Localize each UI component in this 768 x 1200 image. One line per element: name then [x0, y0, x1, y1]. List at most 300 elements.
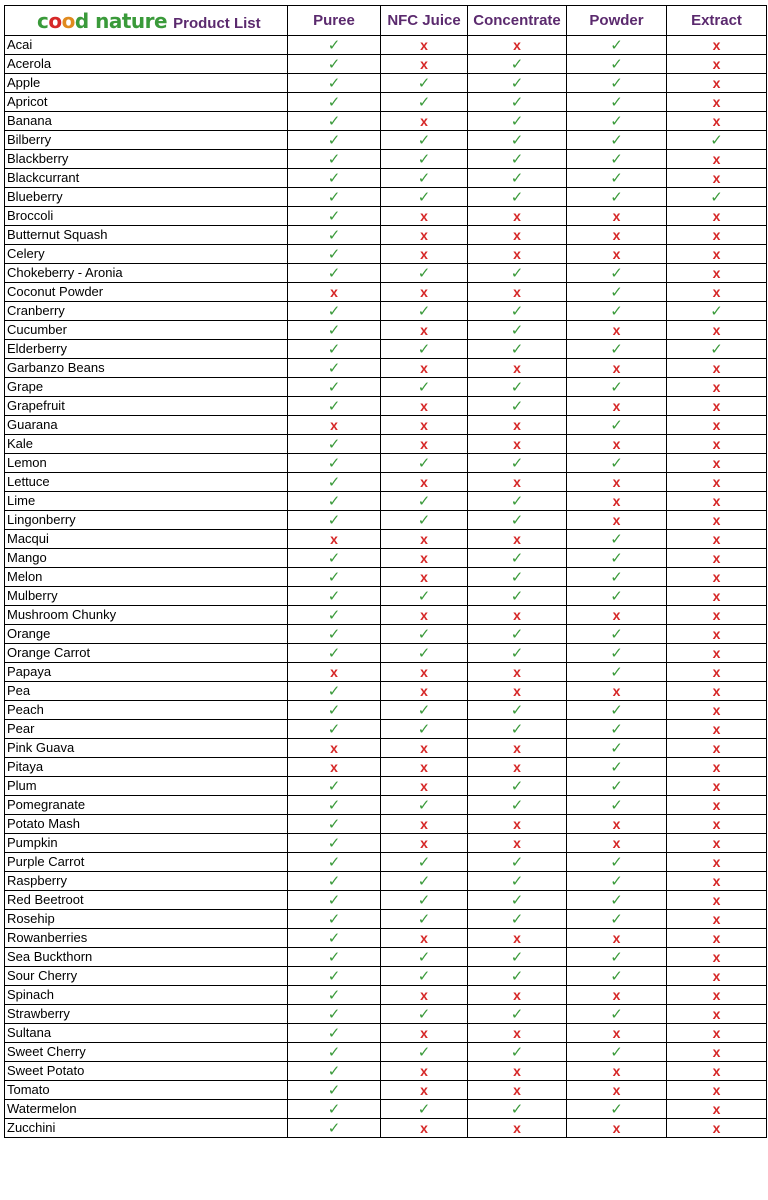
cross-icon: x — [420, 569, 428, 585]
product-list-title: Product List — [173, 14, 261, 32]
cross-icon: x — [612, 398, 621, 414]
cell-concentrate — [468, 169, 567, 188]
check-icon: ✓ — [327, 1005, 341, 1023]
cross-icon: x — [712, 1044, 721, 1060]
cell-extract — [667, 112, 767, 131]
check-icon: ✓ — [610, 758, 623, 776]
product-name: Lingonberry — [5, 511, 288, 530]
cross-icon: x — [712, 455, 721, 471]
product-name: Pink Guava — [5, 739, 288, 758]
cross-icon: x — [712, 417, 721, 433]
cell-powder — [567, 1119, 667, 1138]
table-row — [5, 93, 767, 112]
cross-icon: x — [612, 360, 621, 376]
product-name: Rowanberries — [5, 929, 288, 948]
cell-concentrate — [468, 188, 567, 207]
cell-nfc-juice — [381, 530, 468, 549]
check-icon: ✓ — [417, 1005, 431, 1023]
check-icon: ✓ — [610, 530, 623, 548]
cell-nfc-juice — [381, 1081, 468, 1100]
check-icon: ✓ — [510, 397, 524, 415]
cell-nfc-juice — [381, 112, 468, 131]
check-icon: ✓ — [510, 511, 524, 529]
cell-nfc-juice — [381, 834, 468, 853]
cell-extract — [667, 853, 767, 872]
check-icon: ✓ — [327, 625, 341, 643]
cell-nfc-juice — [381, 1119, 468, 1138]
cross-icon: x — [420, 322, 428, 338]
table-row — [5, 834, 767, 853]
check-icon: ✓ — [510, 188, 524, 206]
cell-puree — [288, 226, 381, 245]
check-icon: ✓ — [510, 1005, 524, 1023]
cross-icon: x — [712, 1063, 721, 1079]
product-name: Blackcurrant — [5, 169, 288, 188]
cell-puree — [288, 834, 381, 853]
cross-icon: x — [420, 664, 428, 680]
cross-icon: x — [420, 930, 428, 946]
cell-puree — [288, 55, 381, 74]
product-name: Papaya — [5, 663, 288, 682]
cell-puree — [288, 967, 381, 986]
cell-concentrate — [468, 321, 567, 340]
cell-concentrate — [468, 1081, 567, 1100]
cell-concentrate — [468, 1100, 567, 1119]
cell-extract — [667, 264, 767, 283]
check-icon: ✓ — [327, 720, 341, 738]
cell-puree — [288, 454, 381, 473]
table-row — [5, 302, 767, 321]
column-header-nfc-juice: NFC Juice — [381, 6, 468, 36]
cross-icon: x — [712, 208, 721, 224]
cross-icon: x — [712, 550, 721, 566]
cell-nfc-juice — [381, 93, 468, 112]
cell-puree — [288, 1062, 381, 1081]
check-icon: ✓ — [510, 720, 524, 738]
check-icon: ✓ — [327, 188, 341, 206]
check-icon: ✓ — [610, 967, 623, 985]
cell-extract — [667, 530, 767, 549]
cell-puree — [288, 131, 381, 150]
cell-puree — [288, 1043, 381, 1062]
cross-icon: x — [420, 835, 428, 851]
cross-icon: x — [513, 1120, 521, 1136]
check-icon: ✓ — [510, 549, 524, 567]
cross-icon: x — [712, 835, 721, 851]
cell-powder — [567, 739, 667, 758]
table-row — [5, 986, 767, 1005]
product-name: Pomegranate — [5, 796, 288, 815]
product-name: Mushroom Chunky — [5, 606, 288, 625]
check-icon: ✓ — [610, 739, 623, 757]
check-icon: ✓ — [417, 150, 431, 168]
check-icon: ✓ — [327, 891, 341, 909]
cross-icon: x — [712, 664, 721, 680]
cross-icon: x — [420, 683, 428, 699]
check-icon: ✓ — [510, 1043, 524, 1061]
product-name: Strawberry — [5, 1005, 288, 1024]
cell-extract — [667, 568, 767, 587]
check-icon: ✓ — [610, 1100, 623, 1118]
cross-icon: x — [420, 208, 428, 224]
cell-powder — [567, 606, 667, 625]
check-icon: ✓ — [327, 302, 341, 320]
check-icon: ✓ — [510, 625, 524, 643]
product-name: Butternut Squash — [5, 226, 288, 245]
check-icon: ✓ — [510, 112, 524, 130]
cell-powder — [567, 435, 667, 454]
check-icon: ✓ — [610, 283, 623, 301]
cross-icon: x — [612, 1120, 621, 1136]
check-icon: ✓ — [327, 606, 341, 624]
cross-icon: x — [513, 987, 521, 1003]
check-icon: ✓ — [327, 492, 341, 510]
table-row — [5, 967, 767, 986]
cross-icon: x — [712, 265, 721, 281]
check-icon: ✓ — [417, 853, 431, 871]
cross-icon: x — [712, 892, 721, 908]
check-icon: ✓ — [327, 1024, 341, 1042]
cross-icon: x — [712, 702, 721, 718]
cell-extract — [667, 1024, 767, 1043]
table-row — [5, 283, 767, 302]
cell-concentrate — [468, 131, 567, 150]
cell-extract — [667, 283, 767, 302]
product-name: Blackberry — [5, 150, 288, 169]
cell-nfc-juice — [381, 568, 468, 587]
cell-concentrate — [468, 739, 567, 758]
check-icon: ✓ — [417, 872, 431, 890]
check-icon: ✓ — [327, 948, 341, 966]
cross-icon: x — [513, 759, 521, 775]
cross-icon: x — [420, 113, 428, 129]
cross-icon: x — [712, 683, 721, 699]
check-icon: ✓ — [610, 587, 623, 605]
cell-nfc-juice — [381, 1024, 468, 1043]
check-icon: ✓ — [610, 796, 623, 814]
check-icon: ✓ — [327, 169, 341, 187]
product-name: Sour Cherry — [5, 967, 288, 986]
cell-puree — [288, 492, 381, 511]
check-icon: ✓ — [327, 245, 341, 263]
cell-powder — [567, 663, 667, 682]
cell-extract — [667, 55, 767, 74]
check-icon: ✓ — [327, 36, 341, 54]
cell-extract — [667, 815, 767, 834]
check-icon: ✓ — [710, 131, 723, 149]
product-name: Banana — [5, 112, 288, 131]
table-row — [5, 891, 767, 910]
check-icon: ✓ — [327, 796, 341, 814]
product-name: Mango — [5, 549, 288, 568]
cross-icon: x — [712, 360, 721, 376]
cell-puree — [288, 663, 381, 682]
table-row — [5, 853, 767, 872]
cell-powder — [567, 283, 667, 302]
cell-concentrate — [468, 625, 567, 644]
cell-nfc-juice — [381, 169, 468, 188]
cross-icon: x — [420, 740, 428, 756]
check-icon: ✓ — [327, 264, 341, 282]
cross-icon: x — [712, 56, 721, 72]
product-name: Raspberry — [5, 872, 288, 891]
check-icon: ✓ — [510, 796, 524, 814]
check-icon: ✓ — [327, 340, 341, 358]
cell-powder — [567, 530, 667, 549]
cell-concentrate — [468, 644, 567, 663]
cell-extract — [667, 226, 767, 245]
cell-nfc-juice — [381, 872, 468, 891]
cross-icon: x — [712, 493, 721, 509]
check-icon: ✓ — [417, 74, 431, 92]
cell-concentrate — [468, 74, 567, 93]
check-icon: ✓ — [417, 264, 431, 282]
cell-puree — [288, 929, 381, 948]
cell-powder — [567, 853, 667, 872]
check-icon: ✓ — [510, 587, 524, 605]
cross-icon: x — [712, 873, 721, 889]
table-row — [5, 36, 767, 55]
cell-extract — [667, 1062, 767, 1081]
check-icon: ✓ — [510, 948, 524, 966]
cell-extract — [667, 1005, 767, 1024]
cross-icon: x — [712, 227, 721, 243]
cell-puree — [288, 682, 381, 701]
check-icon: ✓ — [417, 1043, 431, 1061]
cross-icon: x — [612, 246, 621, 262]
cell-powder — [567, 416, 667, 435]
cell-concentrate — [468, 967, 567, 986]
product-table — [4, 5, 767, 1138]
cell-puree — [288, 986, 381, 1005]
cell-powder — [567, 397, 667, 416]
cross-icon: x — [612, 512, 621, 528]
table-row — [5, 1024, 767, 1043]
check-icon: ✓ — [610, 720, 623, 738]
check-icon: ✓ — [510, 264, 524, 282]
cell-puree — [288, 1100, 381, 1119]
product-name: Sea Buckthorn — [5, 948, 288, 967]
cell-nfc-juice — [381, 473, 468, 492]
cross-icon: x — [513, 208, 521, 224]
cell-extract — [667, 891, 767, 910]
cell-extract — [667, 245, 767, 264]
check-icon: ✓ — [610, 131, 623, 149]
cross-icon: x — [513, 284, 521, 300]
cell-puree — [288, 777, 381, 796]
check-icon: ✓ — [510, 55, 524, 73]
cross-icon: x — [612, 227, 621, 243]
cross-icon: x — [712, 151, 721, 167]
check-icon: ✓ — [417, 169, 431, 187]
cell-extract — [667, 1100, 767, 1119]
product-name: Melon — [5, 568, 288, 587]
cell-powder — [567, 1081, 667, 1100]
cell-powder — [567, 625, 667, 644]
cell-nfc-juice — [381, 967, 468, 986]
product-name: Red Beetroot — [5, 891, 288, 910]
cell-nfc-juice — [381, 511, 468, 530]
cell-puree — [288, 720, 381, 739]
cross-icon: x — [712, 379, 721, 395]
cell-concentrate — [468, 777, 567, 796]
product-name: Zucchini — [5, 1119, 288, 1138]
cross-icon: x — [420, 531, 428, 547]
cross-icon: x — [712, 645, 721, 661]
cross-icon: x — [712, 740, 721, 756]
cross-icon: x — [420, 284, 428, 300]
cell-powder — [567, 891, 667, 910]
product-name: Acerola — [5, 55, 288, 74]
check-icon: ✓ — [610, 416, 623, 434]
check-icon: ✓ — [610, 549, 623, 567]
cell-extract — [667, 492, 767, 511]
cell-concentrate — [468, 245, 567, 264]
cell-concentrate — [468, 549, 567, 568]
check-icon: ✓ — [327, 1081, 341, 1099]
cell-extract — [667, 511, 767, 530]
product-name: Grapefruit — [5, 397, 288, 416]
cell-concentrate — [468, 986, 567, 1005]
cross-icon: x — [612, 1025, 621, 1041]
check-icon: ✓ — [610, 378, 623, 396]
table-row — [5, 359, 767, 378]
cross-icon: x — [420, 436, 428, 452]
cross-icon: x — [712, 246, 721, 262]
cell-extract — [667, 150, 767, 169]
check-icon: ✓ — [510, 777, 524, 795]
cross-icon: x — [420, 417, 428, 433]
cross-icon: x — [612, 436, 621, 452]
cell-nfc-juice — [381, 359, 468, 378]
cell-puree — [288, 207, 381, 226]
product-name: Sweet Potato — [5, 1062, 288, 1081]
cross-icon: x — [513, 664, 521, 680]
check-icon: ✓ — [610, 264, 623, 282]
cross-icon: x — [712, 607, 721, 623]
cell-concentrate — [468, 511, 567, 530]
cell-puree — [288, 511, 381, 530]
check-icon: ✓ — [610, 112, 623, 130]
cross-icon: x — [612, 493, 621, 509]
product-name: Apple — [5, 74, 288, 93]
product-name: Broccoli — [5, 207, 288, 226]
cell-powder — [567, 226, 667, 245]
cell-nfc-juice — [381, 701, 468, 720]
cell-powder — [567, 796, 667, 815]
check-icon: ✓ — [417, 511, 431, 529]
table-row — [5, 549, 767, 568]
table-row — [5, 473, 767, 492]
cell-nfc-juice — [381, 815, 468, 834]
cross-icon: x — [612, 835, 621, 851]
check-icon: ✓ — [610, 340, 623, 358]
check-icon: ✓ — [327, 112, 341, 130]
table-row — [5, 644, 767, 663]
table-row — [5, 872, 767, 891]
cross-icon: x — [612, 322, 621, 338]
cross-icon: x — [712, 1101, 721, 1117]
cell-extract — [667, 188, 767, 207]
cell-concentrate — [468, 815, 567, 834]
cell-nfc-juice — [381, 1005, 468, 1024]
cell-concentrate — [468, 1062, 567, 1081]
product-name: Potato Mash — [5, 815, 288, 834]
cell-extract — [667, 663, 767, 682]
check-icon: ✓ — [327, 378, 341, 396]
check-icon: ✓ — [417, 1100, 431, 1118]
cell-puree — [288, 948, 381, 967]
cell-puree — [288, 739, 381, 758]
cell-concentrate — [468, 264, 567, 283]
cell-nfc-juice — [381, 264, 468, 283]
cell-concentrate — [468, 1119, 567, 1138]
check-icon: ✓ — [510, 910, 524, 928]
cell-extract — [667, 416, 767, 435]
cross-icon: x — [420, 987, 428, 1003]
cell-concentrate — [468, 720, 567, 739]
cross-icon: x — [420, 227, 428, 243]
cell-extract — [667, 1043, 767, 1062]
table-row — [5, 74, 767, 93]
cross-icon: x — [712, 398, 721, 414]
check-icon: ✓ — [610, 454, 623, 472]
cell-powder — [567, 1062, 667, 1081]
check-icon: ✓ — [610, 777, 623, 795]
check-icon: ✓ — [327, 682, 341, 700]
cell-concentrate — [468, 359, 567, 378]
cell-extract — [667, 796, 767, 815]
product-name: Garbanzo Beans — [5, 359, 288, 378]
check-icon: ✓ — [327, 853, 341, 871]
check-icon: ✓ — [327, 131, 341, 149]
cell-powder — [567, 929, 667, 948]
table-row — [5, 340, 767, 359]
check-icon: ✓ — [327, 207, 341, 225]
cross-icon: x — [420, 1063, 428, 1079]
cross-icon: x — [513, 246, 521, 262]
table-row — [5, 435, 767, 454]
cell-puree — [288, 606, 381, 625]
check-icon: ✓ — [710, 340, 723, 358]
cross-icon: x — [712, 949, 721, 965]
check-icon: ✓ — [417, 302, 431, 320]
table-row — [5, 454, 767, 473]
cross-icon: x — [420, 360, 428, 376]
cross-icon: x — [513, 227, 521, 243]
cell-extract — [667, 435, 767, 454]
cell-powder — [567, 948, 667, 967]
cross-icon: x — [513, 436, 521, 452]
cell-powder — [567, 568, 667, 587]
cell-powder — [567, 1005, 667, 1024]
cross-icon: x — [712, 113, 721, 129]
cell-nfc-juice — [381, 929, 468, 948]
cross-icon: x — [513, 531, 521, 547]
table-row — [5, 910, 767, 929]
cell-concentrate — [468, 530, 567, 549]
check-icon: ✓ — [327, 986, 341, 1004]
check-icon: ✓ — [610, 1043, 623, 1061]
cross-icon: x — [420, 778, 428, 794]
cell-concentrate — [468, 93, 567, 112]
product-name: Celery — [5, 245, 288, 264]
cell-powder — [567, 321, 667, 340]
table-row — [5, 739, 767, 758]
cell-extract — [667, 36, 767, 55]
cross-icon: x — [712, 94, 721, 110]
check-icon: ✓ — [417, 492, 431, 510]
